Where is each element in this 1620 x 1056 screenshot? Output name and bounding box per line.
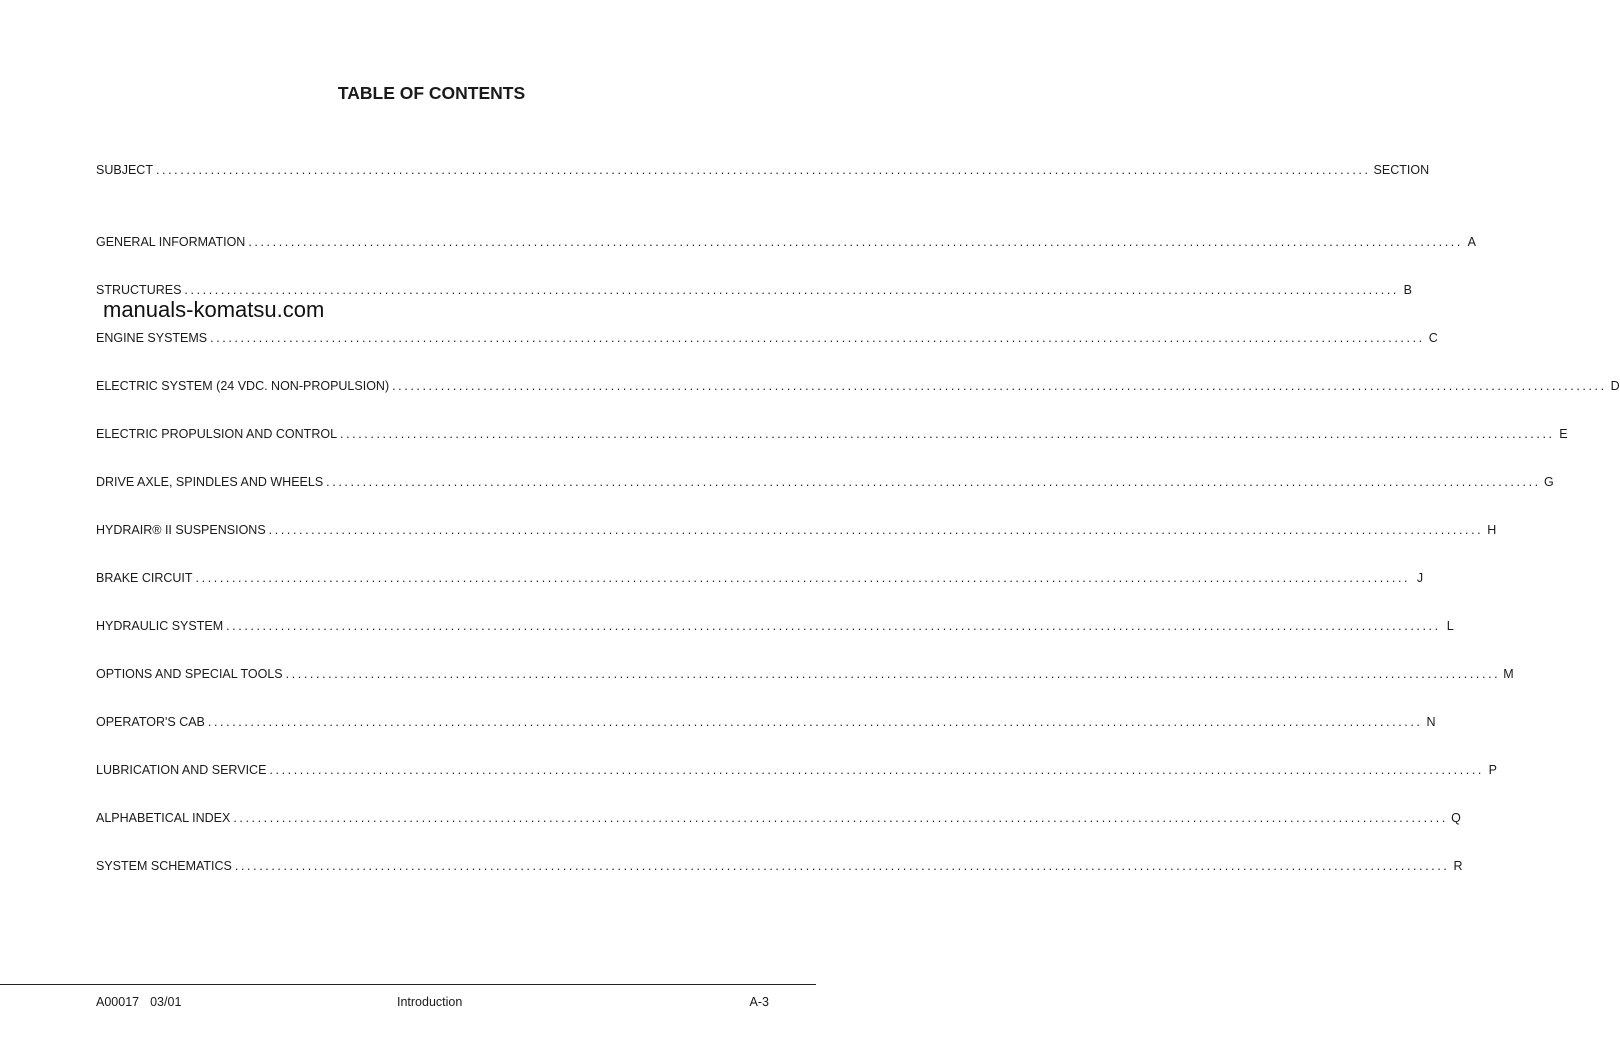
toc-subject: GENERAL INFORMATION: [96, 235, 246, 249]
toc-row: [96, 235, 1476, 283]
toc-subject: OPTIONS AND SPECIAL TOOLS: [96, 667, 283, 681]
toc-subject: DRIVE AXLE, SPINDLES AND WHEELS: [96, 475, 324, 489]
toc-subject: OPERATOR'S CAB: [96, 715, 205, 729]
dot-leader: ........................................................................................................................................................................................................: [155, 163, 1371, 177]
footer-chapter: Introduction: [397, 995, 463, 1009]
dot-leader: ........................................................................................................................................................................................................: [226, 619, 1441, 633]
toc-section-letter: A: [1467, 235, 1476, 249]
dot-leader: ........................................................................................................................................................................................................: [184, 283, 1400, 297]
doc-date: 03/01: [150, 995, 182, 1009]
toc-row: [96, 619, 1454, 667]
dot-leader: ........................................................................................................................................................................................................: [248, 235, 1463, 249]
toc-row: [96, 811, 1461, 859]
dot-leader: ........................................................................................................................................................................................................: [210, 331, 1425, 345]
toc-section-letter: C: [1428, 331, 1438, 345]
toc-subject: ENGINE SYSTEMS: [96, 331, 208, 345]
toc-subject: HYDRAULIC SYSTEM: [96, 619, 224, 633]
dot-leader: ........................................................................................................................................................................................................: [233, 811, 1448, 825]
section-column-header: SECTION: [1373, 163, 1430, 177]
toc-section-letter: R: [1453, 859, 1463, 873]
dot-leader: ........................................................................................................................................................................................................: [269, 763, 1485, 777]
subject-column-header: SUBJECT: [96, 163, 153, 177]
toc-section-letter: N: [1426, 715, 1436, 729]
toc-section-letter: Q: [1451, 811, 1461, 825]
toc-section-letter: H: [1487, 523, 1497, 537]
toc-subject: LUBRICATION AND SERVICE: [96, 763, 267, 777]
dot-leader: ........................................................................................................................................................................................................: [268, 523, 1484, 537]
toc-subject: ALPHABETICAL INDEX: [96, 811, 231, 825]
doc-number: A00017: [96, 995, 140, 1009]
toc-section-letter: J: [1416, 571, 1424, 585]
toc-section-letter: E: [1559, 427, 1568, 441]
toc-row: [96, 427, 1568, 475]
dot-leader: ........................................................................................................................................................................................................: [195, 571, 1411, 585]
toc-subject: HYDRAIR® II SUSPENSIONS: [96, 523, 266, 537]
toc-subject: ELECTRIC PROPULSION AND CONTROL: [96, 427, 338, 441]
dot-leader: ........................................................................................................................................................................................................: [207, 715, 1423, 729]
toc-row: [96, 715, 1436, 763]
toc-subject: SYSTEM SCHEMATICS: [96, 859, 232, 873]
dot-leader: ........................................................................................................................................................................................................: [234, 859, 1450, 873]
toc-subject: STRUCTURES: [96, 283, 182, 297]
dot-leader: ........................................................................................................................................................................................................: [285, 667, 1501, 681]
toc-row: [96, 859, 1463, 907]
watermark-text: manuals-komatsu.com: [103, 297, 325, 322]
toc-section-letter: D: [1610, 379, 1620, 393]
toc-row: [96, 379, 1620, 427]
dot-leader: ........................................................................................................................................................................................................: [326, 475, 1541, 489]
toc-subject: BRAKE CIRCUIT: [96, 571, 193, 585]
dot-leader: ........................................................................................................................................................................................................: [340, 427, 1555, 441]
page-number: A-3: [749, 995, 769, 1009]
toc-row: [96, 571, 1424, 619]
toc-section-letter: G: [1544, 475, 1554, 489]
toc-row: [96, 763, 1498, 811]
footer-doc-info: [96, 995, 181, 1009]
toc-row: [96, 331, 1438, 379]
footer-divider: [0, 984, 816, 985]
toc-row: [96, 667, 1514, 715]
page-title: TABLE OF CONTENTS: [337, 83, 526, 103]
toc-row: [96, 475, 1554, 523]
toc-section-letter: M: [1503, 667, 1514, 681]
toc-section-letter: P: [1488, 763, 1498, 777]
toc-subject: ELECTRIC SYSTEM (24 VDC. NON-PROPULSION): [96, 379, 390, 393]
toc-row: [96, 523, 1497, 571]
toc-list: [96, 235, 1620, 907]
toc-section-letter: L: [1446, 619, 1454, 633]
dot-leader: ........................................................................................................................................................................................................: [392, 379, 1607, 393]
toc-header: [96, 163, 1430, 177]
toc-section-letter: B: [1403, 283, 1413, 297]
